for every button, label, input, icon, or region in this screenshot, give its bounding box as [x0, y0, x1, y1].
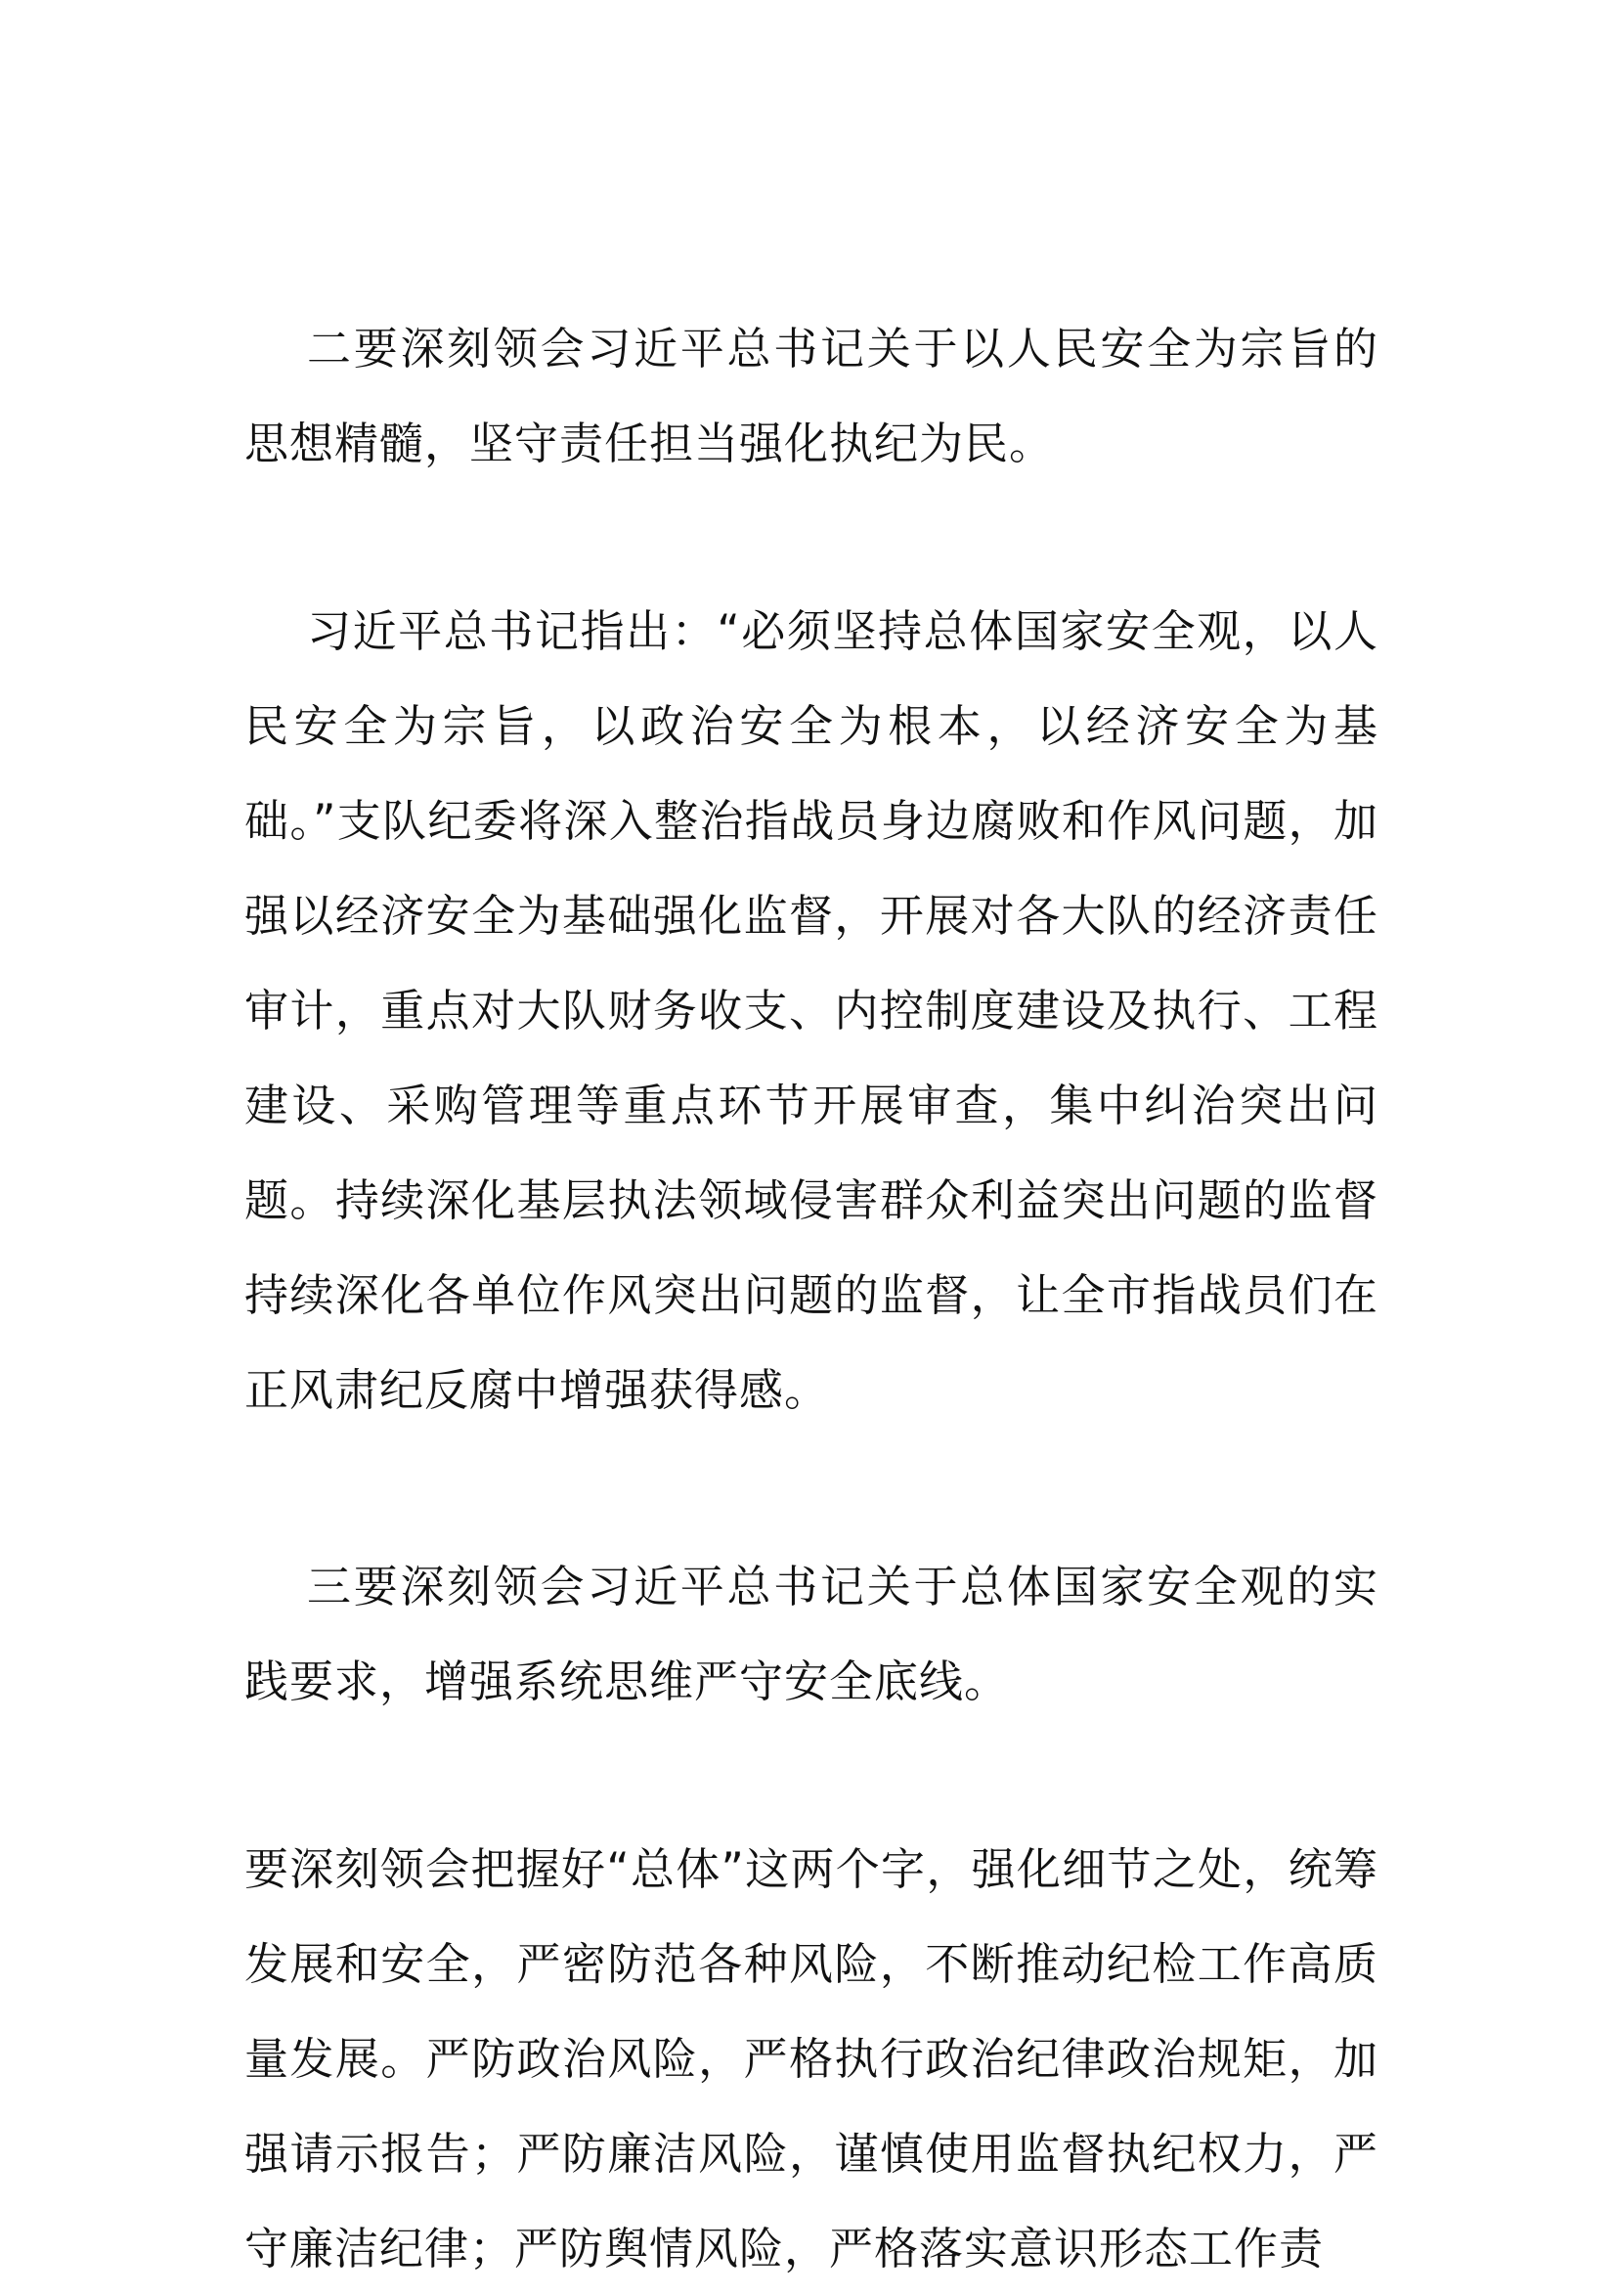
- paragraph-spacer: [244, 491, 1378, 584]
- paragraph-body-2: 习近平总书记指出：“必须坚持总体国家安全观，以人民安全为宗旨，以政治安全为根本，以经济安全为基础。”支队纪委将深入整治指战员身边腐败和作风问题，加强以经济安全为基础强化监督，开展对各大队的经济责任审计，重点对大队财务收支、内控制度建设及执行、工程建设、采购管理等重点环节开展审查，集中纠治突出问题。持续深化基层执法领域侵害群众利益突出问题的监督持续深化各单位作风突出问题的监督，让全市指战员们在正风肃纪反腐中增强获得感。: [244, 605, 1378, 1416]
- paragraph-spacer: [244, 1437, 1378, 1539]
- paragraph-heading-2: 二要深刻领会习近平总书记关于以人民安全为宗旨的思想精髓，坚守责任担当强化执纪为民。: [244, 323, 1378, 469]
- paragraph-body-3: 要深刻领会把握好“总体”这两个字，强化细节之处，统筹发展和安全，严密防范各种风险，不断推动纪检工作高质量发展。严防政治风险，严格执行政治纪律政治规矩，加强请示报告；严防廉洁风险，谨慎使用监督执纪权力，严守廉洁纪律；严防舆情风险，严格落实意识形态工作责: [244, 1843, 1378, 2274]
- paragraph-spacer: [244, 1729, 1378, 1822]
- document-body: [244, 301, 1378, 2296]
- paragraph-heading-3: 三要深刻领会习近平总书记关于总体国家安全观的实践要求，增强系统思维严守安全底线。: [244, 1561, 1378, 1707]
